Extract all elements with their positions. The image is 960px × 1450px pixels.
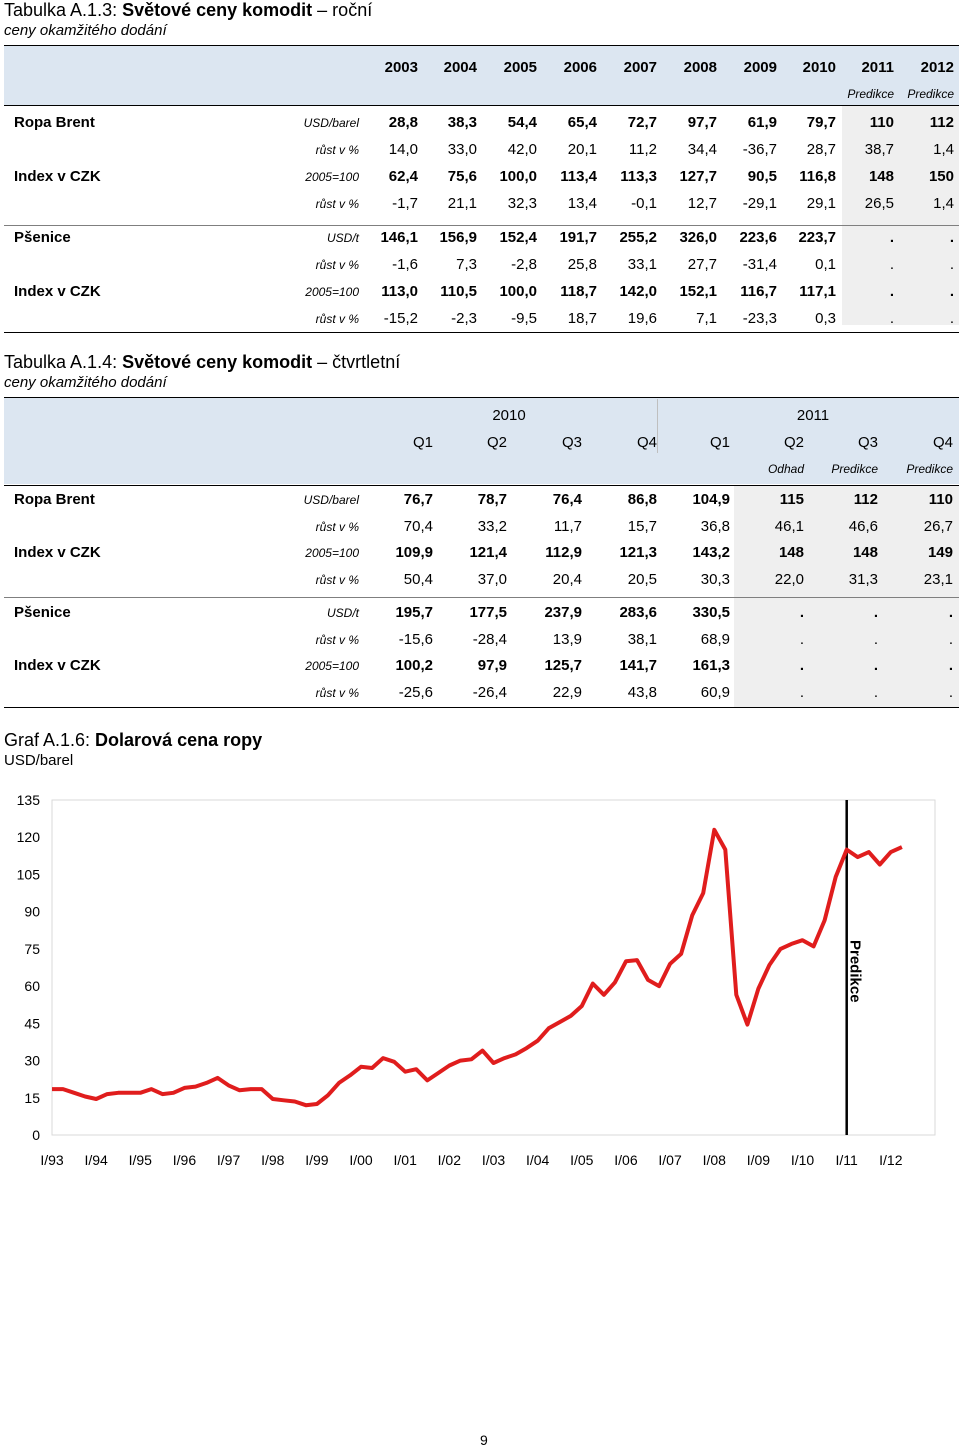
y-tick-label: 120 [16, 829, 40, 846]
x-tick-label: I/08 [702, 1152, 726, 1168]
table-cell: 143,2 [692, 544, 730, 561]
table-cell: 76,7 [403, 491, 433, 508]
table-cell: 21,1 [447, 195, 477, 212]
quarter-header: Q3 [561, 434, 582, 451]
row-unit: růst v % [315, 143, 359, 157]
table-cell: -26,4 [472, 684, 507, 701]
table-cell: . [799, 604, 804, 621]
table-cell: 97,9 [477, 657, 507, 674]
quarter-note: Predikce [831, 462, 878, 476]
table-cell: 38,3 [447, 114, 477, 131]
table-cell: 100,0 [499, 283, 537, 300]
table-cell: 118,7 [560, 283, 597, 300]
table-cell: 7,1 [696, 310, 717, 327]
table-cell: 65,4 [567, 114, 597, 131]
x-tick-label: I/10 [790, 1152, 815, 1168]
table-a13-caption: Tabulka A.1.3: Světové ceny komodit – roční [4, 0, 373, 20]
table-cell: 54,4 [507, 114, 537, 131]
x-tick-label: I/04 [525, 1152, 550, 1168]
row-unit: růst v % [315, 633, 359, 647]
year-header: 2004 [443, 59, 477, 76]
table-cell: 38,7 [864, 141, 894, 158]
quarter-header: Q4 [636, 434, 657, 451]
quarter-header: Q4 [932, 434, 953, 451]
table-cell: 14,0 [388, 141, 418, 158]
table-cell: 62,4 [388, 168, 418, 185]
table-cell: . [948, 657, 953, 674]
table-cell: . [949, 310, 954, 327]
row-label: Index v CZK [14, 283, 101, 300]
table-cell: -15,6 [398, 631, 433, 648]
x-tick-label: I/97 [216, 1152, 241, 1168]
table-cell: 18,7 [567, 310, 597, 327]
table-cell: . [889, 310, 894, 327]
x-tick-label: I/93 [40, 1152, 64, 1168]
table-cell: . [889, 256, 894, 273]
table-cell: -2,8 [511, 256, 537, 273]
table-cell: . [873, 684, 878, 701]
table-cell: 110 [869, 114, 894, 131]
table-cell: . [799, 631, 804, 648]
table-cell: . [889, 283, 894, 300]
table-cell: 31,3 [848, 571, 878, 588]
y-tick-label: 60 [24, 978, 40, 995]
table-cell: 50,4 [403, 571, 433, 588]
table-cell: 72,7 [627, 114, 657, 131]
table-cell: 97,7 [687, 114, 717, 131]
table-cell: . [799, 657, 804, 674]
table-cell: -25,6 [398, 684, 433, 701]
table-cell: -15,2 [383, 310, 418, 327]
table-cell: 149 [927, 544, 953, 561]
table-cell: 27,7 [687, 256, 717, 273]
table-cell: 86,8 [627, 491, 657, 508]
table-cell: 0,3 [815, 310, 836, 327]
table-cell: 36,8 [700, 518, 730, 535]
table-cell: 22,0 [774, 571, 804, 588]
quarter-note: Odhad [767, 462, 804, 476]
table-cell: 70,4 [403, 518, 433, 535]
table-cell: -36,7 [742, 141, 777, 158]
table-cell: 113,0 [381, 283, 418, 300]
year-header: 2010 [802, 59, 836, 76]
table-cell: 237,9 [544, 604, 582, 621]
table-cell: . [948, 604, 953, 621]
y-tick-label: 45 [24, 1015, 40, 1032]
table-cell: 26,5 [864, 195, 894, 212]
table-cell: -9,5 [511, 310, 537, 327]
table-cell: 38,1 [627, 631, 657, 648]
year-2011-header: 2011 [796, 407, 830, 424]
table-cell: 15,7 [627, 518, 657, 535]
year-header: 2012 [920, 59, 954, 76]
row-unit: 2005=100 [305, 285, 359, 299]
table-cell: -28,4 [472, 631, 507, 648]
table-cell: 195,7 [395, 604, 433, 621]
table-cell: 110 [928, 491, 953, 508]
oil-price-line [52, 830, 902, 1105]
y-tick-label: 135 [16, 792, 40, 808]
table-cell: 112,9 [545, 544, 582, 561]
table-cell: 121,4 [469, 544, 507, 561]
x-tick-label: I/11 [835, 1152, 858, 1168]
row-label: Index v CZK [14, 657, 101, 674]
row-label: Pšenice [14, 229, 71, 246]
row-unit: USD/barel [303, 116, 359, 130]
year-header: 2006 [563, 59, 597, 76]
table-cell: . [949, 229, 954, 246]
table-a14-subtitle: ceny okamžitého dodání [4, 374, 167, 391]
table-cell: 116,8 [799, 168, 836, 185]
row-label: Index v CZK [14, 544, 101, 561]
table-cell: -2,3 [451, 310, 477, 327]
table-cell: -23,3 [742, 310, 777, 327]
table-cell: 156,9 [439, 229, 477, 246]
row-unit: 2005=100 [305, 546, 359, 560]
year-header: 2005 [503, 59, 537, 76]
table-cell: 148 [852, 544, 878, 561]
y-tick-label: 15 [24, 1089, 40, 1106]
table-cell: . [799, 684, 804, 701]
table-cell: 46,6 [848, 518, 878, 535]
quarter-header: Q1 [709, 434, 730, 451]
quarter-note: Predikce [906, 462, 953, 476]
x-tick-label: I/07 [658, 1152, 682, 1168]
table-cell: 28,8 [388, 114, 418, 131]
table-cell: 113,3 [620, 168, 657, 185]
table-cell: 76,4 [552, 491, 582, 508]
table-cell: 1,4 [933, 195, 954, 212]
table-cell: 11,2 [628, 141, 657, 158]
quarter-header: Q1 [412, 434, 433, 451]
row-unit: USD/t [326, 231, 359, 245]
table-cell: 34,4 [687, 141, 717, 158]
table-cell: 42,0 [507, 141, 537, 158]
table-cell: 148 [868, 168, 894, 185]
table-cell: 117,1 [799, 283, 836, 300]
table-cell: -29,1 [742, 195, 777, 212]
table-cell: 112 [853, 491, 878, 508]
table-cell: 13,9 [552, 631, 582, 648]
row-unit: růst v % [315, 258, 359, 272]
table-cell: 177,5 [469, 604, 507, 621]
prediction-label: Predikce [846, 940, 864, 1003]
predikce-note: Predikce [847, 87, 894, 101]
table-cell: -1,6 [392, 256, 418, 273]
table-cell: 79,7 [806, 114, 836, 131]
table-cell: 60,9 [700, 684, 730, 701]
table-cell: 191,7 [559, 229, 597, 246]
x-tick-label: I/05 [570, 1152, 594, 1168]
table-cell: 37,0 [477, 571, 507, 588]
x-tick-label: I/98 [261, 1152, 285, 1168]
table-a14-caption: Tabulka A.1.4: Světové ceny komodit – čtvrtletní [4, 352, 401, 372]
predikce-note: Predikce [907, 87, 954, 101]
table-cell: 142,0 [619, 283, 657, 300]
x-tick-label: I/03 [481, 1152, 506, 1168]
x-tick-label: I/01 [393, 1152, 417, 1168]
table-cell: 116,7 [740, 283, 777, 300]
table-cell: 20,5 [627, 571, 657, 588]
table-cell: 104,9 [692, 491, 730, 508]
table-cell: 78,7 [477, 491, 507, 508]
year-header: 2007 [623, 59, 657, 76]
quarter-header: Q2 [783, 434, 804, 451]
table-cell: 223,7 [798, 229, 836, 246]
table-cell: -0,1 [631, 195, 657, 212]
table-cell: -1,7 [392, 195, 418, 212]
table-cell: 33,2 [477, 518, 507, 535]
table-cell: 30,3 [700, 571, 730, 588]
page-number: 9 [480, 1432, 488, 1448]
table-cell: 68,9 [700, 631, 730, 648]
table-cell: 141,7 [619, 657, 657, 674]
x-tick-label: I/12 [879, 1152, 903, 1168]
row-unit: růst v % [315, 312, 359, 326]
row-unit: USD/t [326, 606, 359, 620]
y-tick-label: 105 [16, 866, 40, 883]
table-cell: 110,5 [440, 283, 477, 300]
x-tick-label: I/99 [305, 1152, 329, 1168]
x-tick-label: I/94 [84, 1152, 108, 1168]
table-cell: 255,2 [619, 229, 657, 246]
row-unit: 2005=100 [305, 659, 359, 673]
graph-caption: Graf A.1.6: Dolarová cena ropy [4, 730, 263, 750]
table-cell: 127,7 [679, 168, 717, 185]
x-tick-label: I/96 [172, 1152, 197, 1168]
table-cell: 109,9 [395, 544, 433, 561]
table-cell: 20,1 [567, 141, 597, 158]
table-cell: 90,5 [747, 168, 777, 185]
table-cell: 33,0 [447, 141, 477, 158]
table-cell: 100,2 [395, 657, 433, 674]
table-cell: 22,9 [552, 684, 582, 701]
table-cell: 283,6 [619, 604, 657, 621]
table-cell: 75,6 [447, 168, 477, 185]
table-cell: . [873, 604, 878, 621]
row-label: Ropa Brent [14, 114, 95, 131]
table-cell: 12,7 [687, 195, 717, 212]
table-cell: 25,8 [567, 256, 597, 273]
table-cell: 29,1 [806, 195, 836, 212]
year-header: 2011 [861, 59, 894, 76]
table-cell: . [949, 256, 954, 273]
plot-frame [52, 800, 935, 1135]
x-tick-label: I/06 [614, 1152, 638, 1168]
table-cell: 152,1 [679, 283, 717, 300]
y-tick-label: 90 [24, 903, 40, 920]
quarter-header: Q2 [486, 434, 507, 451]
y-tick-label: 75 [24, 940, 40, 957]
table-cell: 28,7 [806, 141, 836, 158]
table-cell: 223,6 [739, 229, 777, 246]
table-cell: . [889, 229, 894, 246]
row-label: Index v CZK [14, 168, 101, 185]
row-unit: USD/barel [303, 493, 359, 507]
y-tick-label: 30 [24, 1052, 40, 1069]
x-tick-label: I/00 [349, 1152, 373, 1168]
table-a14 [4, 397, 959, 712]
table-cell: 46,1 [774, 518, 804, 535]
table-cell: 61,9 [747, 114, 777, 131]
row-unit: růst v % [315, 573, 359, 587]
table-cell: 121,3 [619, 544, 657, 561]
table-cell: 125,7 [544, 657, 582, 674]
table-cell: 330,5 [692, 604, 730, 621]
table-cell: 161,3 [692, 657, 730, 674]
row-unit: 2005=100 [305, 170, 359, 184]
table-cell: 100,0 [499, 168, 537, 185]
oil-price-chart [0, 780, 960, 1180]
y-tick-label: 0 [32, 1127, 40, 1143]
table-cell: 152,4 [499, 229, 537, 246]
row-label: Pšenice [14, 604, 71, 621]
year-header: 2009 [743, 59, 777, 76]
table-cell: 150 [928, 168, 954, 185]
table-cell: 13,4 [567, 195, 597, 212]
table-a13 [4, 45, 959, 335]
table-cell: 26,7 [923, 518, 953, 535]
row-unit: růst v % [315, 686, 359, 700]
table-cell: 7,3 [456, 256, 477, 273]
table-cell: 33,1 [627, 256, 657, 273]
table-cell: 11,7 [553, 518, 582, 535]
row-unit: růst v % [315, 520, 359, 534]
table-cell: 43,8 [627, 684, 657, 701]
x-tick-label: I/02 [437, 1152, 462, 1168]
table-cell: 23,1 [923, 571, 953, 588]
table-cell: . [949, 283, 954, 300]
year-header: 2003 [384, 59, 418, 76]
table-cell: 326,0 [679, 229, 717, 246]
table-cell: 20,4 [552, 571, 582, 588]
table-cell: 113,4 [560, 168, 597, 185]
table-cell: . [873, 657, 878, 674]
table-cell: 148 [778, 544, 804, 561]
table-cell: 115 [779, 491, 804, 508]
table-cell: -31,4 [742, 256, 777, 273]
table-cell: 19,6 [627, 310, 657, 327]
table-cell: 146,1 [380, 229, 418, 246]
graph-subtitle: USD/barel [4, 752, 74, 769]
table-cell: 112 [929, 114, 954, 131]
row-label: Ropa Brent [14, 491, 95, 508]
year-header: 2008 [683, 59, 717, 76]
x-tick-label: I/09 [746, 1152, 771, 1168]
year-2010-header: 2010 [492, 407, 526, 424]
x-tick-label: I/95 [128, 1152, 152, 1168]
table-cell: 1,4 [933, 141, 954, 158]
row-unit: růst v % [315, 197, 359, 211]
table-a13-subtitle: ceny okamžitého dodání [4, 22, 167, 39]
table-cell: . [948, 684, 953, 701]
table-cell: . [948, 631, 953, 648]
table-cell: . [873, 631, 878, 648]
quarter-header: Q3 [857, 434, 878, 451]
table-cell: 0,1 [815, 256, 836, 273]
table-cell: 32,3 [507, 195, 537, 212]
